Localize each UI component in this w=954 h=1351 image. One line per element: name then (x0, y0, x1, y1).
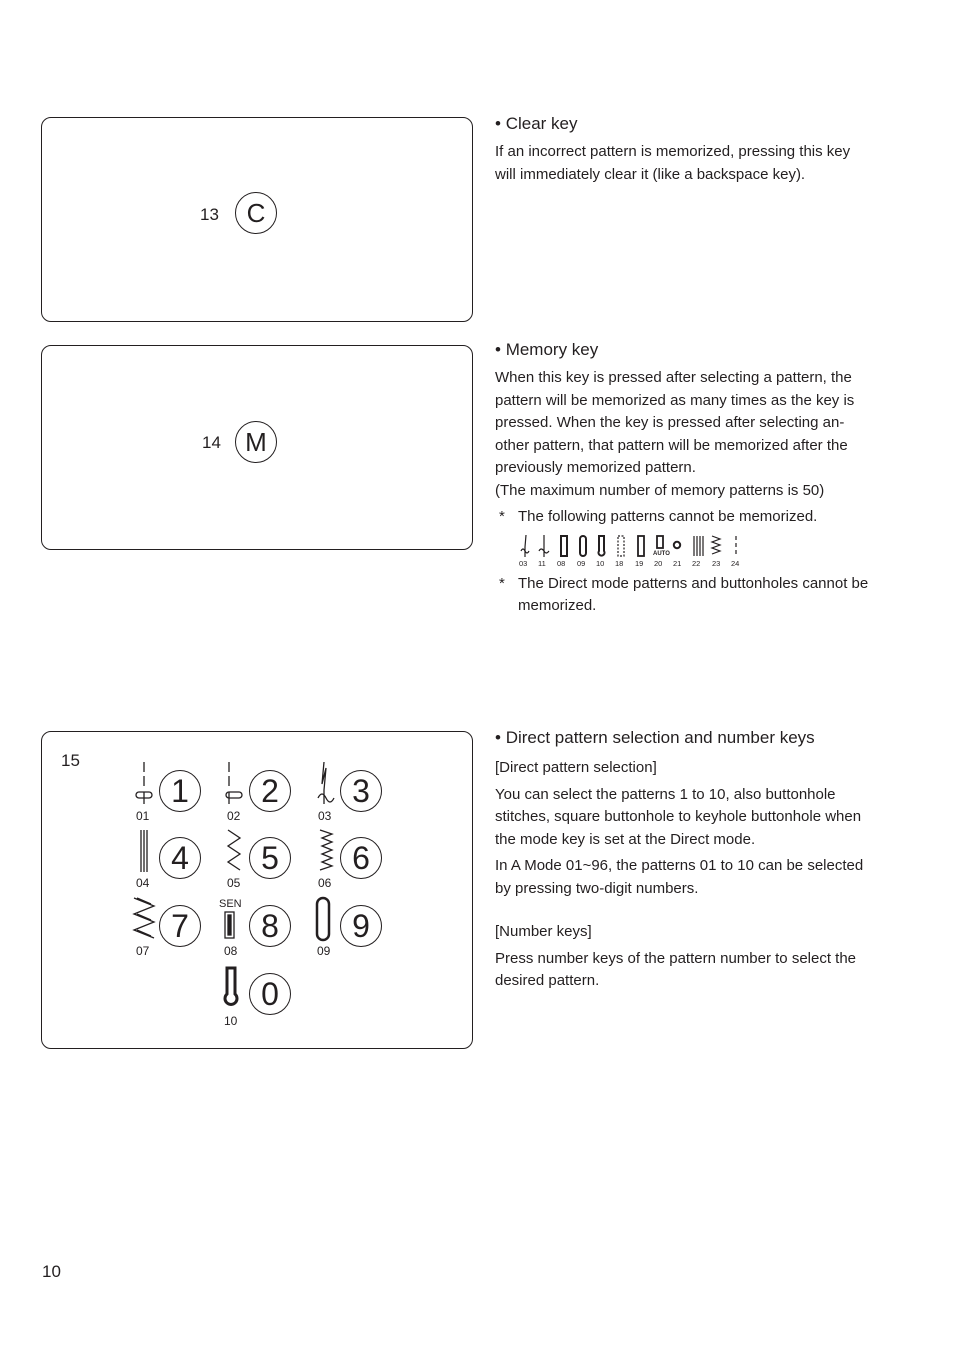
np-22: 22 (692, 558, 701, 568)
number-key-2[interactable]: 2 (249, 770, 291, 812)
number-key-8[interactable]: 8 (249, 905, 291, 947)
number-keys-subheading: [Number keys] (495, 923, 592, 940)
pattern-label-01: 01 (136, 809, 150, 823)
pattern-label-10: 10 (224, 1014, 238, 1028)
np-19: 19 (635, 558, 644, 568)
pattern-05-icon (228, 830, 240, 870)
np-08: 08 (557, 558, 566, 568)
number-key-0[interactable]: 0 (249, 973, 291, 1015)
number-key-6[interactable]: 6 (340, 837, 382, 879)
memory-key-section (495, 339, 905, 618)
pattern-04-icon (141, 830, 147, 872)
pattern-08-icon (225, 912, 234, 938)
non-memorizable-patterns-strip (518, 533, 778, 569)
direct-selection-subheading: [Direct pattern selection] (495, 759, 657, 776)
pattern-07-icon (134, 898, 154, 938)
pattern-09-icon (317, 898, 329, 940)
sen-label: SEN (219, 898, 242, 910)
number-keys-section (495, 727, 905, 993)
direct-selection-body-5: by pressing two-digit numbers. (495, 879, 699, 897)
callout-14: 14 (202, 433, 221, 452)
np-21: 21 (673, 558, 682, 568)
pattern-label-07: 07 (136, 944, 150, 958)
callout-13: 13 (200, 205, 219, 224)
clear-key-section (495, 113, 905, 186)
clear-key-button[interactable]: C (235, 192, 277, 234)
pattern-label-02: 02 (227, 809, 241, 823)
memory-key-body-1: When this key is pressed after selecting a pattern, the (495, 369, 852, 386)
direct-selection-body-1: You can select the patterns 1 to 10, also buttonhole (495, 785, 836, 803)
pattern-label-03: 03 (318, 809, 332, 823)
np-09: 09 (577, 558, 586, 568)
pattern-label-05: 05 (227, 876, 241, 890)
number-key-4[interactable]: 4 (159, 837, 201, 879)
number-keys-body-1: Press number keys of the pattern number to select the (495, 949, 857, 967)
number-keys-body-2: desired pattern. (495, 972, 600, 989)
direct-selection-body-4: In A Mode 01~96, the patterns 01 to 10 can be selected (495, 857, 864, 874)
np-10: 10 (596, 558, 605, 568)
memory-key-body-6: (The maximum number of memory patterns is 50) (495, 481, 825, 499)
memory-note-2: * The Direct mode patterns and buttonholes cannot be memorized. (499, 574, 869, 614)
clear-key-body-2: will immediately clear it (like a backspace key). (495, 165, 806, 183)
number-key-9[interactable]: 9 (340, 905, 382, 947)
callout-15: 15 (61, 751, 80, 770)
np-03: 03 (519, 558, 528, 568)
auto-label: AUTO (653, 550, 670, 557)
pattern-label-09: 09 (317, 944, 331, 958)
np-23: 23 (712, 558, 721, 568)
clear-key-heading: • Clear key (495, 114, 578, 133)
np-11: 11 (538, 558, 546, 568)
number-key-1[interactable]: 1 (159, 770, 201, 812)
pattern-label-08: 08 (224, 944, 238, 958)
np-18: 18 (615, 558, 624, 568)
clear-key-body-1: If an incorrect pattern is memorized, pressing this key (495, 143, 851, 160)
memory-key-button[interactable]: M (235, 421, 277, 463)
number-keys-panel (41, 731, 473, 1049)
memory-key-body-4: other pattern, that pattern will be memorized after the (495, 436, 848, 454)
memory-key-body-3: pressed. When the key is pressed after selecting an- (495, 414, 845, 431)
number-key-7[interactable]: 7 (159, 905, 201, 947)
number-key-3[interactable]: 3 (340, 770, 382, 812)
np-24: 24 (731, 558, 740, 568)
pattern-label-04: 04 (136, 876, 150, 890)
memory-key-body-2: pattern will be memorized as many times as the key is (495, 391, 855, 409)
pattern-label-06: 06 (318, 876, 332, 890)
pattern-02-icon (226, 762, 242, 804)
direct-selection-body-3: the mode key is set at the Direct mode. (495, 830, 756, 848)
pattern-01-icon (136, 762, 152, 804)
direct-selection-body-2: stitches, square buttonhole to keyhole buttonhole when (495, 808, 862, 825)
memory-note-1: * The following patterns cannot be memorized. (499, 508, 818, 525)
number-keys-heading: • Direct pattern selection and number keys (495, 728, 815, 747)
pattern-10-icon (225, 968, 237, 1004)
page-number: 10 (42, 1262, 61, 1281)
np-20: 20 (654, 558, 663, 568)
memory-key-heading: • Memory key (495, 340, 599, 359)
pattern-06-icon (320, 830, 332, 870)
number-key-5[interactable]: 5 (249, 837, 291, 879)
memory-key-body-5: previously memorized pattern. (495, 459, 696, 476)
pattern-03-icon (318, 762, 334, 804)
